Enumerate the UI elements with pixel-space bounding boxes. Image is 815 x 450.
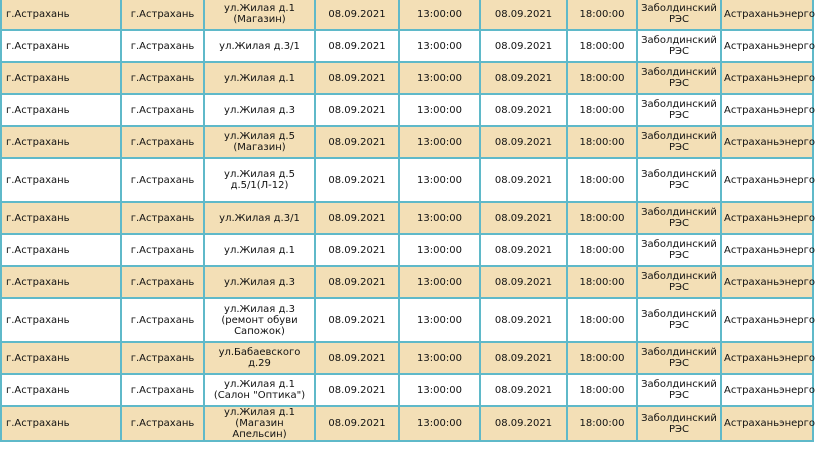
res-cell: Заболдинский РЭС [637,298,721,342]
start-date-cell: 08.09.2021 [315,406,399,441]
res-cell: Заболдинский РЭС [637,234,721,266]
res-cell: Заболдинский РЭС [637,266,721,298]
end-time-cell: 18:00:00 [567,30,637,62]
company-cell: Астраханьэнерго [721,342,813,374]
locality-cell: г.Астрахань [121,62,204,94]
address-cell: ул.Жилая д.3/1 [204,30,315,62]
start-time-cell: 13:00:00 [399,202,480,234]
city-cell: г.Астрахань [1,158,121,202]
start-date-cell: 08.09.2021 [315,94,399,126]
table-row [1,158,813,202]
locality-cell: г.Астрахань [121,94,204,126]
start-date-cell: 08.09.2021 [315,0,399,30]
end-time-cell: 18:00:00 [567,406,637,441]
res-cell: Заболдинский РЭС [637,0,721,30]
start-date-cell: 08.09.2021 [315,62,399,94]
start-time-cell: 13:00:00 [399,30,480,62]
address-cell: ул.Жилая д.3 (ремонт обуви Сапожок) [204,298,315,342]
start-date-cell: 08.09.2021 [315,30,399,62]
table-row [1,266,813,298]
res-cell: Заболдинский РЭС [637,406,721,441]
company-cell: Астраханьэнерго [721,374,813,406]
start-time-cell: 13:00:00 [399,0,480,30]
address-cell: ул.Жилая д.3/1 [204,202,315,234]
start-time-cell: 13:00:00 [399,94,480,126]
city-cell: г.Астрахань [1,342,121,374]
company-cell: Астраханьэнерго [721,158,813,202]
address-cell: ул.Жилая д.5 (Магазин) [204,126,315,158]
end-time-cell: 18:00:00 [567,94,637,126]
locality-cell: г.Астрахань [121,266,204,298]
table-row [1,0,813,30]
locality-cell: г.Астрахань [121,126,204,158]
city-cell: г.Астрахань [1,126,121,158]
city-cell: г.Астрахань [1,298,121,342]
locality-cell: г.Астрахань [121,406,204,441]
address-cell: ул.Жилая д.1 (Магазин) [204,0,315,30]
locality-cell: г.Астрахань [121,202,204,234]
company-cell: Астраханьэнерго [721,234,813,266]
start-time-cell: 13:00:00 [399,298,480,342]
address-cell: ул.Жилая д.1 [204,62,315,94]
start-time-cell: 13:00:00 [399,406,480,441]
res-cell: Заболдинский РЭС [637,94,721,126]
address-cell: ул.Жилая д.1 (Магазин Апельсин) [204,406,315,441]
start-date-cell: 08.09.2021 [315,298,399,342]
address-cell: ул.Жилая д.1 [204,234,315,266]
company-cell: Астраханьэнерго [721,202,813,234]
address-cell: ул.Жилая д.1 (Салон "Оптика") [204,374,315,406]
end-date-cell: 08.09.2021 [480,234,567,266]
table-row [1,298,813,342]
end-date-cell: 08.09.2021 [480,30,567,62]
address-cell: ул.Жилая д.3 [204,266,315,298]
end-time-cell: 18:00:00 [567,342,637,374]
city-cell: г.Астрахань [1,0,121,30]
start-date-cell: 08.09.2021 [315,342,399,374]
end-date-cell: 08.09.2021 [480,406,567,441]
end-time-cell: 18:00:00 [567,0,637,30]
company-cell: Астраханьэнерго [721,406,813,441]
start-date-cell: 08.09.2021 [315,374,399,406]
locality-cell: г.Астрахань [121,234,204,266]
end-time-cell: 18:00:00 [567,126,637,158]
table-row [1,406,813,441]
table-row [1,234,813,266]
company-cell: Астраханьэнерго [721,298,813,342]
city-cell: г.Астрахань [1,202,121,234]
start-time-cell: 13:00:00 [399,62,480,94]
company-cell: Астраханьэнерго [721,30,813,62]
start-date-cell: 08.09.2021 [315,234,399,266]
end-date-cell: 08.09.2021 [480,126,567,158]
table-row [1,62,813,94]
end-date-cell: 08.09.2021 [480,266,567,298]
start-time-cell: 13:00:00 [399,342,480,374]
table-row [1,30,813,62]
address-cell: ул.Жилая д.5 д.5/1(Л-12) [204,158,315,202]
res-cell: Заболдинский РЭС [637,374,721,406]
locality-cell: г.Астрахань [121,298,204,342]
company-cell: Астраханьэнерго [721,266,813,298]
end-time-cell: 18:00:00 [567,158,637,202]
end-date-cell: 08.09.2021 [480,62,567,94]
end-time-cell: 18:00:00 [567,266,637,298]
end-date-cell: 08.09.2021 [480,298,567,342]
address-cell: ул.Жилая д.3 [204,94,315,126]
city-cell: г.Астрахань [1,234,121,266]
res-cell: Заболдинский РЭС [637,158,721,202]
end-date-cell: 08.09.2021 [480,0,567,30]
end-date-cell: 08.09.2021 [480,342,567,374]
end-time-cell: 18:00:00 [567,202,637,234]
locality-cell: г.Астрахань [121,342,204,374]
city-cell: г.Астрахань [1,406,121,441]
end-date-cell: 08.09.2021 [480,202,567,234]
company-cell: Астраханьэнерго [721,0,813,30]
locality-cell: г.Астрахань [121,0,204,30]
city-cell: г.Астрахань [1,266,121,298]
res-cell: Заболдинский РЭС [637,62,721,94]
table-row [1,126,813,158]
locality-cell: г.Астрахань [121,374,204,406]
end-date-cell: 08.09.2021 [480,94,567,126]
end-date-cell: 08.09.2021 [480,158,567,202]
start-time-cell: 13:00:00 [399,234,480,266]
start-time-cell: 13:00:00 [399,158,480,202]
res-cell: Заболдинский РЭС [637,202,721,234]
city-cell: г.Астрахань [1,30,121,62]
table-row [1,374,813,406]
end-time-cell: 18:00:00 [567,298,637,342]
start-time-cell: 13:00:00 [399,126,480,158]
address-cell: ул.Бабаевского д.29 [204,342,315,374]
res-cell: Заболдинский РЭС [637,342,721,374]
table-row [1,202,813,234]
locality-cell: г.Астрахань [121,158,204,202]
end-time-cell: 18:00:00 [567,62,637,94]
start-date-cell: 08.09.2021 [315,158,399,202]
company-cell: Астраханьэнерго [721,62,813,94]
table-row [1,342,813,374]
company-cell: Астраханьэнерго [721,94,813,126]
start-date-cell: 08.09.2021 [315,202,399,234]
start-date-cell: 08.09.2021 [315,266,399,298]
table-row [1,94,813,126]
start-date-cell: 08.09.2021 [315,126,399,158]
end-time-cell: 18:00:00 [567,374,637,406]
res-cell: Заболдинский РЭС [637,126,721,158]
locality-cell: г.Астрахань [121,30,204,62]
res-cell: Заболдинский РЭС [637,30,721,62]
table-body [1,0,813,441]
start-time-cell: 13:00:00 [399,266,480,298]
start-time-cell: 13:00:00 [399,374,480,406]
end-date-cell: 08.09.2021 [480,374,567,406]
end-time-cell: 18:00:00 [567,234,637,266]
company-cell: Астраханьэнерго [721,126,813,158]
city-cell: г.Астрахань [1,94,121,126]
city-cell: г.Астрахань [1,374,121,406]
city-cell: г.Астрахань [1,62,121,94]
